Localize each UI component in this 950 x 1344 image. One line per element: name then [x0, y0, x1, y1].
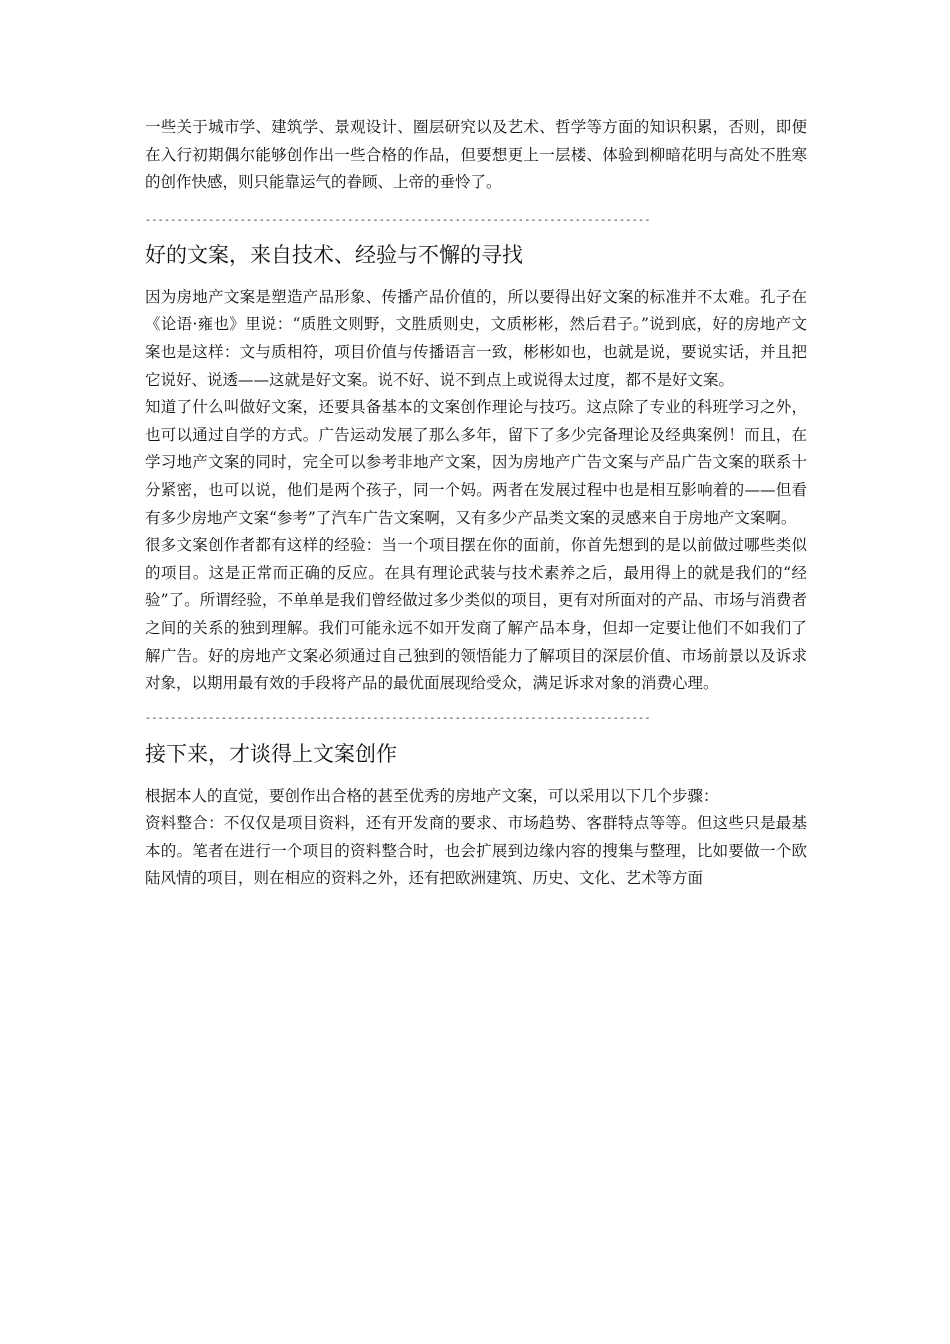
dashed-separator: --------------------------------------------------------------------------------	[145, 214, 651, 226]
body-paragraph: 因为房地产文案是塑造产品形象、传播产品价值的，所以要得出好文案的标准并不太难。孔子在《论语·雍也》里说：“质胜文则野，文胜质则史，文质彬彬，然后君子。”说到底，好的房地产文案也是这样：文与质相符，项目价值与传播语言一致，彬彬如也，也就是说，要说实话，并且把它说好、说透——这就是好文案。说不好、说不到点上或说得太过度，都不是好文案。	[145, 287, 807, 389]
section-heading: 接下来，才谈得上文案创作	[145, 741, 397, 766]
body-paragraph: 知道了什么叫做好文案，还要具备基本的文案创作理论与技巧。这点除了专业的科班学习之外，也可以通过自学的方式。广告运动发展了那么多年，留下了多少完备理论及经典案例！而且，在学习地产文案的同时，完全可以参考非地产文案，因为房地产广告文案与产品广告文案的联系十分紧密，也可以说，他们是两个孩子，同一个妈。两者在发展过程中也是相互影响着的——但看有多少房地产文案“参考”了汽车广告文案啊，又有多少产品类文案的灵感来自于房地产文案啊。	[145, 398, 807, 527]
intro-paragraph: 一些关于城市学、建筑学、景观设计、圈层研究以及艺术、哲学等方面的知识积累，否则，即便在入行初期偶尔能够创作出一些合格的作品，但要想更上一层楼、体验到柳暗花明与高处不胜寒的创作快感，则只能靠运气的眷顾、上帝的垂怜了。	[145, 118, 807, 192]
section-heading: 好的文案，来自技术、经验与不懈的寻找	[145, 242, 523, 267]
body-paragraph: 根据本人的直觉，要创作出合格的甚至优秀的房地产文案，可以采用以下几个步骤：	[145, 786, 719, 805]
dashed-separator: --------------------------------------------------------------------------------	[145, 712, 651, 724]
document-page	[145, 114, 807, 893]
body-paragraph: 资料整合：不仅仅是项目资料，还有开发商的要求、市场趋势、客群特点等等。但这些只是最基本的。笔者在进行一个项目的资料整合时，也会扩展到边缘内容的搜集与整理，比如要做一个欧陆风情的项目，则在相应的资料之外，还有把欧洲建筑、历史、文化、艺术等方面	[145, 814, 807, 888]
body-paragraph: 很多文案创作者都有这样的经验：当一个项目摆在你的面前，你首先想到的是以前做过哪些类似的项目。这是正常而正确的反应。在具有理论武装与技术素养之后，最用得上的就是我们的“经验”了。所谓经验，不单单是我们曾经做过多少类似的项目，更有对所面对的产品、市场与消费者之间的关系的独到理解。我们可能永远不如开发商了解产品本身，但却一定要让他们不如我们了解广告。好的房地产文案必须通过自己独到的领悟能力了解项目的深层价值、市场前景以及诉求对象，以期用最有效的手段将产品的最优面展现给受众，满足诉求对象的消费心理。	[145, 536, 807, 693]
